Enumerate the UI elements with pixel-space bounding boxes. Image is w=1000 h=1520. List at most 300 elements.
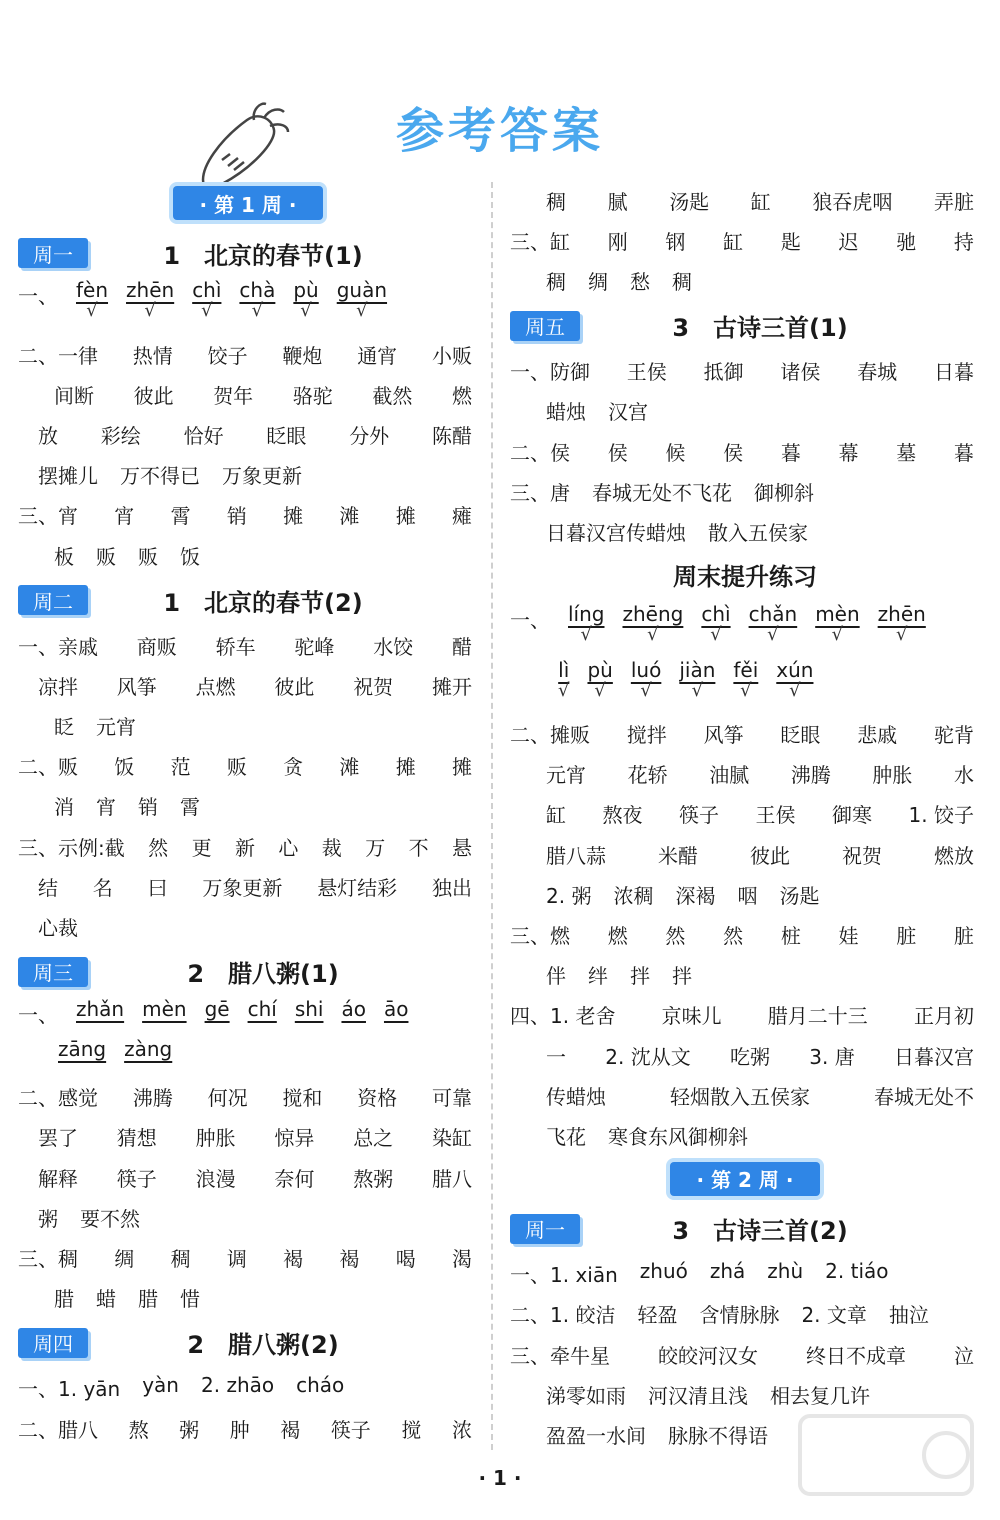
answer-items bbox=[510, 960, 980, 989]
answer-item: 销 bbox=[138, 795, 158, 820]
answer-item: 河汉清且浅 bbox=[648, 1383, 748, 1408]
answer-item: 春城 bbox=[857, 360, 898, 385]
answer-item: 滩 bbox=[339, 504, 360, 529]
answer-item: 浪漫 bbox=[195, 1166, 236, 1191]
pinyin-item bbox=[733, 658, 758, 701]
pinyin-item bbox=[76, 278, 108, 321]
check-mark-icon: √ bbox=[558, 679, 570, 701]
lesson-title: 3 古诗三首(2) bbox=[672, 1217, 848, 1246]
pinyin-item bbox=[631, 658, 661, 701]
answer-item: 悬 bbox=[452, 835, 472, 860]
check-mark-icon: √ bbox=[144, 300, 156, 321]
answer-item: 腻 bbox=[607, 189, 628, 214]
answer-item: 祝贺 bbox=[353, 674, 394, 699]
answer-item: 绊 bbox=[588, 964, 608, 989]
answer-item: 蜡 bbox=[96, 1287, 116, 1312]
answer-item: 驼背 bbox=[933, 723, 974, 748]
answer-row bbox=[18, 1197, 478, 1237]
answer-row bbox=[18, 1117, 478, 1157]
check-mark-icon: √ bbox=[767, 623, 779, 645]
pinyin-item bbox=[126, 278, 174, 321]
answer-item: 祝贺 bbox=[842, 843, 882, 868]
answer-item: 相去复几许 bbox=[770, 1383, 870, 1408]
answer-item: 油腻 bbox=[709, 763, 750, 788]
answer-item: 销 bbox=[226, 504, 247, 529]
answer-item: 万象更新 bbox=[222, 464, 302, 489]
answer-item: 春城无处不 bbox=[874, 1084, 974, 1109]
answer-row bbox=[18, 826, 478, 866]
answer-items bbox=[18, 1373, 478, 1402]
answer-item: 二、一律 bbox=[18, 343, 98, 368]
answer-item: 筷子 bbox=[116, 1166, 157, 1191]
pinyin-item bbox=[192, 278, 221, 321]
answer-row bbox=[510, 260, 980, 300]
pinyin-text: zhǎn bbox=[76, 996, 125, 1021]
pinyin-text: zàng bbox=[124, 1036, 173, 1061]
lesson-title: 1 北京的春节(1) bbox=[163, 241, 363, 270]
answer-item: 摊开 bbox=[431, 674, 472, 699]
answer-row bbox=[510, 834, 980, 874]
answer-item: 御柳斜 bbox=[754, 480, 814, 505]
answer-item: 熬 bbox=[128, 1417, 149, 1442]
answer-item: 粥 bbox=[179, 1417, 200, 1442]
answer-item: 皎皎河汉女 bbox=[658, 1343, 758, 1368]
answer-item: 沸腾 bbox=[790, 763, 831, 788]
answer-row bbox=[510, 874, 980, 914]
answer-item: 稠 bbox=[672, 269, 692, 294]
pinyin-text: chì bbox=[701, 601, 731, 626]
answer-row bbox=[510, 1254, 980, 1294]
answer-items bbox=[510, 1081, 980, 1110]
answer-item: 熬粥 bbox=[353, 1166, 394, 1191]
left-column bbox=[18, 180, 478, 1448]
answer-row bbox=[510, 471, 980, 511]
answer-items bbox=[18, 1203, 478, 1232]
answer-items bbox=[510, 1121, 980, 1150]
answer-item: 驼峰 bbox=[294, 634, 335, 659]
answer-item: 彩绘 bbox=[100, 423, 141, 448]
answer-item: 幕 bbox=[838, 440, 859, 465]
answer-row bbox=[510, 794, 980, 834]
answer-item: 2. zhāo bbox=[201, 1373, 275, 1398]
answer-item: 腊 bbox=[138, 1287, 158, 1312]
answer-item: 迟 bbox=[838, 229, 859, 254]
answer-item: 彼此 bbox=[133, 383, 174, 408]
answer-item: 二、腊八 bbox=[18, 1417, 98, 1442]
answer-items bbox=[18, 832, 478, 861]
answer-item: 筷子 bbox=[330, 1417, 371, 1442]
answer-row bbox=[18, 535, 478, 575]
answer-item: 候 bbox=[665, 440, 686, 465]
answer-item: 结 bbox=[38, 875, 58, 900]
answer-item: 终日不成章 bbox=[806, 1343, 906, 1368]
answer-item: 元宵 bbox=[96, 715, 136, 740]
lesson-title: 2 腊八粥(1) bbox=[187, 960, 339, 989]
answer-item: 一、防御 bbox=[510, 360, 590, 385]
answer-row bbox=[510, 1334, 980, 1374]
answer-item: 褐 bbox=[283, 1246, 304, 1271]
check-mark-icon: √ bbox=[201, 300, 213, 321]
pinyin-item bbox=[701, 602, 730, 645]
pinyin-item bbox=[293, 278, 318, 321]
answer-item: 然 bbox=[148, 835, 169, 860]
answer-item: 万不得已 bbox=[120, 464, 200, 489]
pinyin-text: guàn bbox=[336, 278, 388, 302]
answer-row bbox=[18, 455, 478, 495]
answer-item: 罢了 bbox=[38, 1126, 78, 1151]
answer-row bbox=[510, 714, 980, 754]
pinyin-text: xún bbox=[776, 657, 814, 682]
check-mark-icon: √ bbox=[356, 300, 368, 321]
answer-items bbox=[18, 500, 478, 529]
answer-items bbox=[18, 340, 478, 369]
answer-item: 驰 bbox=[896, 229, 917, 254]
answer-items bbox=[510, 759, 980, 788]
answer-items bbox=[510, 920, 980, 949]
answer-item: 脏 bbox=[896, 924, 917, 949]
answer-item: 缸 bbox=[723, 229, 744, 254]
answer-item: 悬灯结彩 bbox=[317, 875, 398, 900]
pinyin-text: zhēng bbox=[622, 601, 684, 626]
answer-item: zhá bbox=[709, 1259, 746, 1284]
answer-item: 肿胀 bbox=[872, 763, 913, 788]
answer-item: 腊八蒜 bbox=[546, 843, 606, 868]
answer-item: 暮 bbox=[953, 440, 974, 465]
answer-item: 稠 bbox=[170, 1246, 191, 1271]
answer-row bbox=[510, 1294, 980, 1334]
answer-item: 深褐 bbox=[675, 883, 716, 908]
pinyin-text: gē bbox=[204, 996, 230, 1021]
pinyin-item bbox=[776, 658, 813, 701]
answer-row bbox=[510, 511, 980, 551]
answer-item: 范 bbox=[170, 755, 191, 780]
answer-item: 曰 bbox=[147, 875, 168, 900]
answer-items bbox=[510, 840, 980, 869]
answer-item: yàn bbox=[142, 1373, 179, 1398]
answer-row bbox=[18, 665, 478, 705]
answer-item: 3. 唐 bbox=[809, 1044, 855, 1069]
answer-item: 拌 bbox=[630, 964, 650, 989]
check-mark-icon: √ bbox=[740, 679, 752, 701]
answer-items bbox=[510, 437, 980, 466]
answer-item: 桩 bbox=[780, 924, 801, 949]
answer-item: 一、1. xiān bbox=[510, 1263, 618, 1288]
answer-item: 褐 bbox=[280, 1417, 301, 1442]
answer-item: 三、燃 bbox=[510, 924, 570, 949]
lesson-title: 1 北京的春节(2) bbox=[163, 588, 363, 617]
pinyin-text: líng bbox=[568, 601, 605, 626]
check-mark-icon: √ bbox=[251, 300, 264, 321]
day-header bbox=[510, 301, 980, 351]
check-mark-icon: √ bbox=[831, 623, 844, 645]
answer-item: 花轿 bbox=[627, 763, 668, 788]
week-banner: · 第 1 周 · bbox=[173, 186, 323, 220]
answer-item: 轿车 bbox=[215, 634, 256, 659]
answer-row bbox=[18, 334, 478, 374]
answer-item: 2. 文章 bbox=[801, 1303, 867, 1328]
answer-item: 恰好 bbox=[183, 423, 224, 448]
answer-items bbox=[510, 719, 980, 748]
answer-items bbox=[18, 1082, 478, 1111]
answer-item: 熬夜 bbox=[602, 803, 643, 828]
answer-items bbox=[510, 1041, 980, 1070]
answer-item: 热情 bbox=[132, 343, 173, 368]
answer-items bbox=[510, 880, 980, 909]
answer-item: 匙 bbox=[780, 229, 801, 254]
answer-item: 米醋 bbox=[658, 843, 698, 868]
answer-item: 春城无处不飞花 bbox=[592, 480, 732, 505]
answer-item: 蜡烛 bbox=[546, 400, 586, 425]
answer-item: 寒食东风御柳斜 bbox=[608, 1124, 748, 1149]
answer-row bbox=[18, 374, 478, 414]
day-header bbox=[18, 228, 478, 278]
answer-item: 粥 bbox=[38, 1206, 58, 1231]
check-mark-icon: √ bbox=[640, 679, 652, 701]
answer-item: 摊 bbox=[451, 755, 472, 780]
pinyin-text: luó bbox=[630, 657, 662, 682]
answer-item: 筷子 bbox=[679, 803, 719, 828]
pinyin-text: āo bbox=[383, 996, 409, 1021]
answer-item: 贩 bbox=[96, 544, 116, 569]
answer-item: 刚 bbox=[607, 229, 628, 254]
answer-item: 悲戚 bbox=[857, 723, 898, 748]
answer-item: 浓稠 bbox=[613, 883, 654, 908]
answer-item: 分外 bbox=[349, 423, 390, 448]
answer-item: 独出 bbox=[431, 875, 472, 900]
answer-item: 狼吞虎咽 bbox=[812, 189, 893, 214]
pinyin-item bbox=[749, 602, 798, 645]
answer-row bbox=[510, 1374, 980, 1414]
answer-items bbox=[18, 1122, 478, 1151]
answer-item: 汤匙 bbox=[779, 883, 820, 908]
pinyin-text: mèn bbox=[815, 601, 860, 626]
answer-item: 摊 bbox=[395, 504, 416, 529]
pinyin-text: chǎn bbox=[748, 601, 798, 626]
day-badge: 周一 bbox=[18, 238, 88, 268]
answer-item: 截然 bbox=[372, 383, 413, 408]
answer-items bbox=[510, 186, 980, 215]
answer-row bbox=[510, 431, 980, 471]
answer-row bbox=[18, 1368, 478, 1408]
pinyin-row bbox=[510, 658, 980, 714]
answer-row bbox=[18, 625, 478, 665]
answer-item: 名 bbox=[92, 875, 113, 900]
answer-row bbox=[18, 495, 478, 535]
answer-item: 贺年 bbox=[213, 383, 254, 408]
answer-row bbox=[18, 786, 478, 826]
answer-item: 王侯 bbox=[755, 803, 796, 828]
pinyin-item bbox=[878, 602, 926, 645]
answer-row bbox=[510, 351, 980, 391]
pinyin-row bbox=[18, 278, 478, 334]
answer-item: 钢 bbox=[665, 229, 686, 254]
pinyin-text: fèn bbox=[76, 278, 109, 302]
answer-item: 调 bbox=[226, 1246, 247, 1271]
answer-item: 二、摊贩 bbox=[510, 723, 590, 748]
answer-item: 缸 bbox=[750, 189, 771, 214]
answer-item: 板 bbox=[54, 544, 74, 569]
watermark-logo bbox=[796, 1410, 976, 1500]
answer-item: 肿 bbox=[229, 1417, 250, 1442]
day-badge: 周四 bbox=[18, 1328, 88, 1358]
answer-items bbox=[18, 631, 478, 660]
answer-item: 伴 bbox=[546, 964, 566, 989]
answer-item: 瘫 bbox=[451, 504, 472, 529]
answer-items bbox=[510, 1299, 980, 1328]
pinyin-item bbox=[337, 278, 387, 321]
answer-item: 更 bbox=[191, 835, 212, 860]
answer-row bbox=[18, 414, 478, 454]
check-mark-icon: √ bbox=[789, 679, 801, 701]
answer-item: 饭 bbox=[114, 755, 135, 780]
answer-item: 风筝 bbox=[116, 674, 157, 699]
answer-item: 轻盈 bbox=[637, 1303, 678, 1328]
answer-items bbox=[18, 1163, 478, 1192]
check-mark-icon: √ bbox=[300, 300, 312, 321]
answer-item: 抵御 bbox=[703, 360, 744, 385]
answer-item: 摊 bbox=[283, 504, 304, 529]
pinyin-text: shi bbox=[294, 996, 324, 1021]
answer-item: 传蜡烛 bbox=[546, 1084, 606, 1109]
answer-items bbox=[510, 477, 980, 506]
answer-item: 元宵 bbox=[546, 763, 586, 788]
answer-items bbox=[510, 356, 980, 385]
answer-item: 小贩 bbox=[431, 343, 472, 368]
answer-items bbox=[18, 1414, 478, 1443]
lesson-title: 3 古诗三首(1) bbox=[672, 314, 848, 343]
answer-items bbox=[510, 1340, 980, 1369]
answer-item: 商贩 bbox=[136, 634, 177, 659]
answer-item: 暮 bbox=[780, 440, 801, 465]
pinyin-item bbox=[622, 602, 683, 645]
answer-item: 水饺 bbox=[373, 634, 414, 659]
day-header bbox=[18, 575, 478, 625]
answer-item: 腊月二十三 bbox=[767, 1004, 868, 1029]
answer-item: 资格 bbox=[357, 1086, 398, 1111]
answer-item: 愁 bbox=[630, 269, 650, 294]
answer-row bbox=[510, 955, 980, 995]
answer-item: zhuó bbox=[639, 1259, 688, 1284]
answer-item: 御寒 bbox=[832, 803, 872, 828]
answer-item: 放 bbox=[38, 423, 58, 448]
answer-item: 诸侯 bbox=[780, 360, 821, 385]
answer-item: 2. tiáo bbox=[825, 1259, 889, 1284]
section-label: 一、 bbox=[18, 284, 58, 308]
answer-item: 彼此 bbox=[274, 674, 315, 699]
answer-item: 饺子 bbox=[207, 343, 248, 368]
indent-spacer bbox=[18, 1037, 40, 1039]
answer-item: 醋 bbox=[451, 634, 472, 659]
answer-item: 消 bbox=[54, 795, 74, 820]
answer-item: 心 bbox=[278, 835, 299, 860]
pinyin-item bbox=[679, 658, 715, 701]
day-badge: 周一 bbox=[510, 1214, 580, 1244]
answer-items bbox=[510, 266, 980, 295]
answer-items bbox=[18, 1283, 478, 1312]
answer-item: zhù bbox=[767, 1259, 804, 1284]
answer-row bbox=[510, 995, 980, 1035]
answer-items bbox=[510, 1000, 980, 1029]
answer-items bbox=[510, 226, 980, 255]
answer-item: 然 bbox=[665, 924, 686, 949]
right-column bbox=[510, 180, 980, 1455]
answer-item: 绸 bbox=[114, 1246, 135, 1271]
answer-items bbox=[18, 380, 478, 409]
check-mark-icon: √ bbox=[580, 623, 592, 645]
section-label: 一、 bbox=[510, 607, 550, 632]
answer-item: 弄脏 bbox=[933, 189, 974, 214]
answer-items bbox=[18, 420, 478, 449]
answer-item: cháo bbox=[296, 1373, 345, 1398]
answer-row bbox=[18, 1408, 478, 1448]
pinyin-text: jiàn bbox=[679, 657, 716, 682]
answer-item: 二、感觉 bbox=[18, 1086, 98, 1111]
day-header bbox=[510, 1204, 980, 1254]
answer-items bbox=[510, 517, 980, 546]
answer-item: 贩 bbox=[138, 544, 158, 569]
answer-item: 喝 bbox=[395, 1246, 416, 1271]
answer-item: 盈盈一水间 bbox=[546, 1423, 646, 1448]
answer-item: 贪 bbox=[283, 755, 304, 780]
answer-item: 摊 bbox=[395, 755, 416, 780]
answer-row bbox=[18, 1077, 478, 1117]
answer-item: 滩 bbox=[339, 755, 360, 780]
answer-item: 一、1. yān bbox=[18, 1377, 121, 1402]
answer-item: 宵 bbox=[96, 795, 116, 820]
section-label: 一、 bbox=[18, 1002, 58, 1027]
answer-item: 飞花 bbox=[546, 1124, 586, 1149]
answer-row bbox=[510, 391, 980, 431]
answer-items bbox=[18, 912, 478, 941]
pinyin-row bbox=[510, 602, 980, 658]
answer-item: 日暮 bbox=[933, 360, 974, 385]
answer-item: 1. 饺子 bbox=[908, 803, 974, 828]
answer-item: 一、亲戚 bbox=[18, 634, 98, 659]
answer-item: 三、宵 bbox=[18, 504, 78, 529]
pinyin-text: chí bbox=[247, 996, 277, 1021]
answer-item: 日暮汉宫 bbox=[893, 1044, 974, 1069]
pinyin-text: zhēn bbox=[126, 278, 175, 302]
day-header bbox=[18, 947, 478, 997]
answer-item: 肿胀 bbox=[195, 1126, 236, 1151]
answer-item: 眨眼 bbox=[266, 423, 307, 448]
answer-item: 彼此 bbox=[750, 843, 790, 868]
answer-item: 王侯 bbox=[626, 360, 667, 385]
answer-item: 四、1. 老舍 bbox=[510, 1004, 616, 1029]
answer-item: 点燃 bbox=[195, 674, 236, 699]
pinyin-text: fěi bbox=[733, 657, 759, 682]
answer-row bbox=[18, 1237, 478, 1277]
answer-row bbox=[18, 906, 478, 946]
answer-item: 霄 bbox=[180, 795, 200, 820]
answer-item: 一 bbox=[546, 1044, 566, 1069]
answer-item: 何况 bbox=[207, 1086, 248, 1111]
answer-row bbox=[510, 1035, 980, 1075]
answer-items bbox=[18, 872, 478, 901]
answer-item: 搅和 bbox=[282, 1086, 323, 1111]
answer-items bbox=[18, 460, 478, 489]
day-badge: 周五 bbox=[510, 311, 580, 341]
answer-item: 三、牵牛星 bbox=[510, 1343, 610, 1368]
answer-item: 要不然 bbox=[80, 1206, 140, 1231]
answer-item: 稠 bbox=[546, 269, 566, 294]
pinyin-text: lì bbox=[558, 657, 570, 682]
check-mark-icon: √ bbox=[594, 679, 606, 701]
answer-row bbox=[510, 1115, 980, 1155]
answer-item: 轻烟散入五侯家 bbox=[670, 1084, 810, 1109]
answer-item: 汉宫 bbox=[608, 400, 648, 425]
answer-item: 持 bbox=[953, 229, 974, 254]
